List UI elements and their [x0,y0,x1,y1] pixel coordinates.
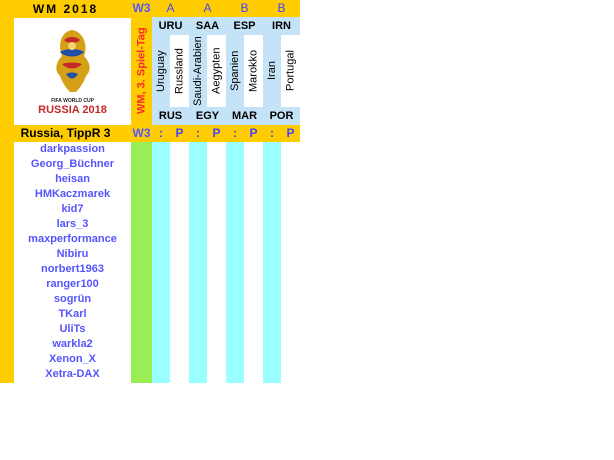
score-separator: : [189,125,207,142]
player-name: Georg_Büchner [14,157,131,172]
player-name: TKarl [14,307,131,322]
tip-input-column[interactable] [263,142,281,383]
round-code-top: W3 [132,1,151,15]
player-name: HMKaczmarek [14,187,131,202]
league-label: Russia, TippR 3 [0,125,131,142]
home-team-code: SAA [189,17,226,35]
green-column [131,142,152,383]
points-label: P [244,125,263,142]
home-team-name-cell [226,35,244,107]
left-yellow-strip [0,0,14,383]
home-team-code: IRN [263,17,300,35]
home-team-name: Saudi-Arabien [192,36,204,106]
player-name: Nibiru [14,247,131,262]
player-name: norbert1963 [14,262,131,277]
logo-text: RUSSIA 2018 [38,104,107,116]
away-team-name-cell [207,35,226,107]
player-name: sogrün [14,292,131,307]
score-separator: : [152,125,170,142]
home-team-name: Spanien [229,50,241,92]
away-team-name-cell [244,35,263,107]
player-name: UliTs [14,322,131,337]
player-name: ranger100 [14,277,131,292]
points-label: P [170,125,189,142]
player-name: lars_3 [14,217,131,232]
player-name: Xetra-DAX [14,367,131,382]
home-team-code: ESP [226,17,263,35]
tip-input-column[interactable] [152,142,170,383]
points-label: P [207,125,226,142]
away-team-name: Marokko [247,49,260,93]
player-name: warkla2 [14,337,131,352]
tip-input-column[interactable] [189,142,207,383]
away-team-code: MAR [226,107,263,125]
player-name: darkpassion [14,142,131,157]
away-team-name-cell [281,35,300,107]
player-name: maxperformance [14,232,131,247]
score-separator: : [263,125,281,142]
round-code-mid: W3 [132,126,151,140]
page-title: WM 2018 [0,0,131,18]
away-team-code: RUS [152,107,189,125]
round-vertical-label: WM, 3. Spiel-Tag [135,27,148,115]
player-name: heisan [14,172,131,187]
group-label: B [226,0,263,17]
player-name: Xenon_X [14,352,131,367]
home-team-name-cell [189,35,207,107]
home-team-name: Iran [266,61,278,81]
group-label: A [189,0,226,17]
home-team-name-cell [152,35,170,107]
home-team-name: Uruguay [155,50,167,92]
tip-input-column[interactable] [226,142,244,383]
home-team-code: URU [152,17,189,35]
away-team-code: EGY [189,107,226,125]
world-cup-logo [14,18,131,125]
group-label: B [263,0,300,17]
away-team-name-cell [170,35,189,107]
away-team-name: Russland [173,48,186,94]
away-team-name: Aegypten [210,47,223,95]
group-label: A [152,0,189,17]
points-label: P [281,125,300,142]
player-name: kid7 [14,202,131,217]
home-team-name-cell [263,35,281,107]
round-vertical-cell [131,17,152,125]
away-team-name: Portugal [284,50,297,92]
away-team-code: POR [263,107,300,125]
logo-sub-text: FIFA WORLD CUP [51,98,94,104]
score-separator: : [226,125,244,142]
